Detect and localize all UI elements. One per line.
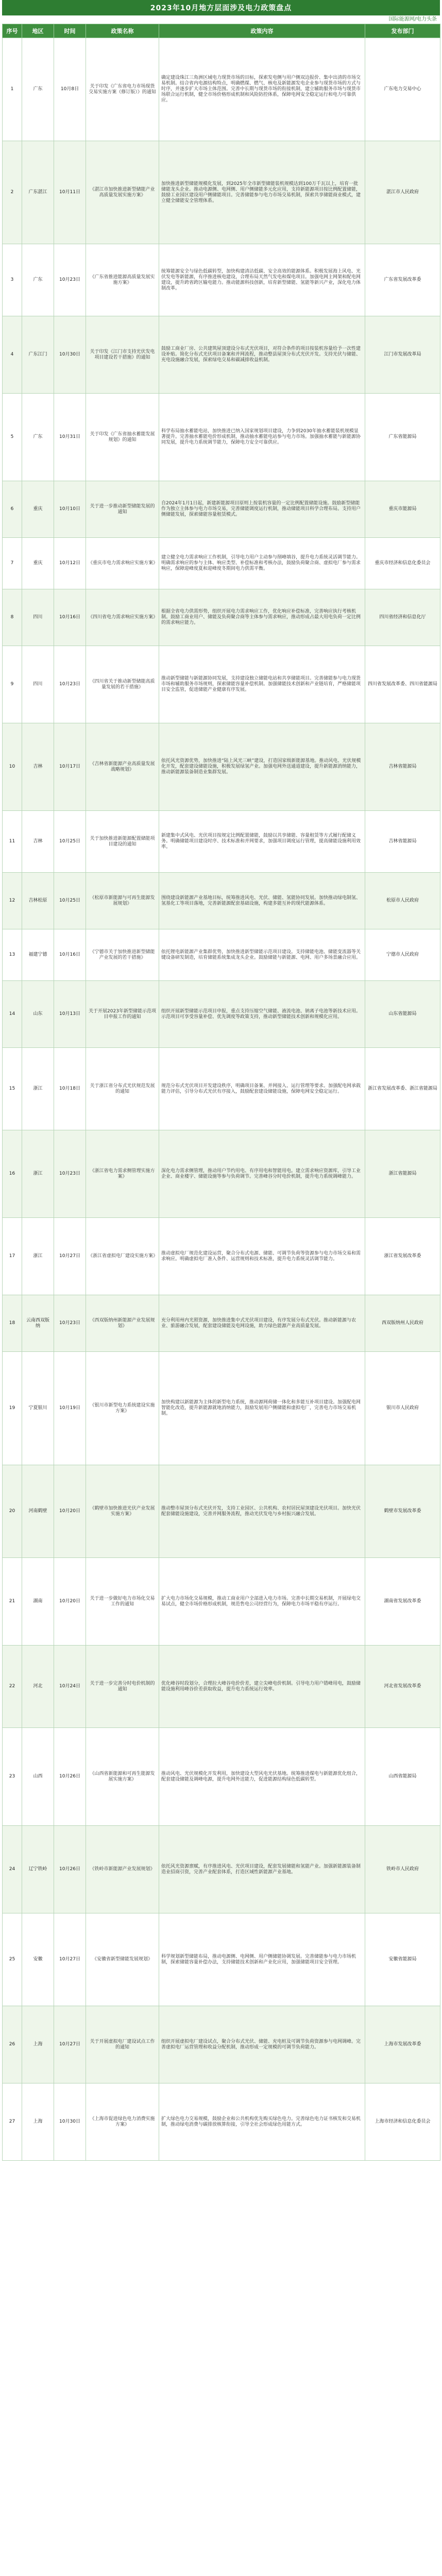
row-dept: 上海市经济和信息化委员会 — [365, 2083, 440, 2161]
row-policy-name: 关于印发《广东省抽水蓄能发展规划》的通知 — [86, 394, 159, 481]
row-region: 浙江 — [22, 1130, 54, 1218]
row-policy-name: 《安徽省新型储能发展规划》 — [86, 1913, 159, 2006]
row-no: 25 — [3, 1913, 22, 2006]
row-policy-content: 根据全省电力供需形势，组织开展电力需求响应工作，优化响应补偿标准，完善响应执行考核机制。鼓励工商业用户、储能及负荷聚合商等主体参与需求响应，推动形成占最大用电负荷一定比例的需求响应能力。 — [159, 589, 365, 646]
row-dept: 广东省发展改革委 — [365, 244, 440, 316]
row-region: 广东 — [22, 244, 54, 316]
row-region: 上海 — [22, 2006, 54, 2083]
row-region: 广东 — [22, 394, 54, 481]
row-dept: 江门市发展改革局 — [365, 316, 440, 394]
table-row — [3, 1826, 440, 1913]
table-row — [3, 1465, 440, 1558]
row-no: 18 — [3, 1295, 22, 1352]
row-time: 10月23日 — [54, 1295, 86, 1352]
row-no: 15 — [3, 1048, 22, 1130]
table-row — [3, 244, 440, 316]
row-no: 21 — [3, 1558, 22, 1646]
row-dept: 山东省能源局 — [365, 981, 440, 1048]
row-dept: 山西省能源局 — [365, 1728, 440, 1826]
row-time: 10月17日 — [54, 723, 86, 811]
table-row — [3, 394, 440, 481]
row-policy-name: 关于开展2023年新型储能示范项目申报工作的通知 — [86, 981, 159, 1048]
row-time: 10月19日 — [54, 1352, 86, 1465]
row-no: 3 — [3, 244, 22, 316]
row-time: 10月18日 — [54, 1048, 86, 1130]
row-policy-name: 《西双版纳州新能源产业发展规划》 — [86, 1295, 159, 1352]
row-dept: 松原市人民政府 — [365, 873, 440, 929]
table-row — [3, 873, 440, 929]
page-title: 2023年10月地方层面涉及电力政策盘点 — [2, 0, 440, 15]
table-row — [3, 316, 440, 394]
row-policy-content: 加快推进新型储能规模化发展，到2025年全市新型储能装机规模达到100万千瓦以上，培育一批储能龙头企业。推动电源侧、电网侧、用户侧储能多元化应用，支持新能源项目按比例配置储能，鼓励工业园区建设用户侧储能项目。完善储能参与电力市场交易机制，探索共享储能商业模式，建立健全储能安全管理体系。 — [159, 141, 365, 244]
header-no: 序号 — [3, 24, 22, 38]
row-no: 4 — [3, 316, 22, 394]
row-time: 10月10日 — [54, 481, 86, 538]
row-time: 10月20日 — [54, 1558, 86, 1646]
row-time: 10月23日 — [54, 646, 86, 723]
row-policy-name: 《浙江省电力需求侧管理实施方案》 — [86, 1130, 159, 1218]
row-dept: 浙江省发展改革委 — [365, 1218, 440, 1295]
row-policy-name: 《四川省关于推动新型储能高质量发展的若干措施》 — [86, 646, 159, 723]
row-dept: 西双版纳州人民政府 — [365, 1295, 440, 1352]
table-row — [3, 1295, 440, 1352]
row-region: 山东 — [22, 981, 54, 1048]
row-policy-content: 依托锂电新能源产业集群优势，加快推进新型储能示范项目建设。支持储能电池、储能变流器等关键设备研发制造，培育储能系统集成龙头企业。鼓励储能与新能源、电网、用户多场景融合应用。 — [159, 929, 365, 981]
row-policy-name: 关于印发《江门市支持光伏发电项目建设若干措施》的通知 — [86, 316, 159, 394]
table-row — [3, 811, 440, 873]
row-dept: 湛江市人民政府 — [365, 141, 440, 244]
row-no: 16 — [3, 1130, 22, 1218]
row-policy-content: 围绕建设新能源产业基地目标，统筹推进风电、光伏、储能、氢能协同发展。加快推动绿电制氢、氢基化工等项目落地，完善新能源配套基础设施，构建多能互补的现代能源体系。 — [159, 873, 365, 929]
row-policy-name: 《宁德市关于加快推进新型储能产业发展的若干措施》 — [86, 929, 159, 981]
row-policy-name: 《鹤壁市加快推进光伏产业发展实施方案》 — [86, 1465, 159, 1558]
row-policy-name: 关于印发《广东省电力市场现货交易实施方案（修订版）》的通知 — [86, 38, 159, 141]
row-dept: 铁岭市人民政府 — [365, 1826, 440, 1913]
row-no: 22 — [3, 1646, 22, 1728]
row-time: 10月16日 — [54, 929, 86, 981]
row-dept: 浙江省能源局 — [365, 1130, 440, 1218]
row-no: 5 — [3, 394, 22, 481]
row-region: 福建宁德 — [22, 929, 54, 981]
row-dept: 鹤壁市发展改革委 — [365, 1465, 440, 1558]
row-policy-name: 《上海市促进绿色电力消费实施方案》 — [86, 2083, 159, 2161]
row-policy-content: 科学布局抽水蓄能电站，加快推进已纳入国家规划项目建设，力争到2030年抽水蓄能装机规模显著提升。完善抽水蓄能电价形成机制，推动抽水蓄能电站参与电力市场。加强抽水蓄能与新能源协同发展，提升电力系统调节能力，保障电力安全可靠供应。 — [159, 394, 365, 481]
row-policy-content: 统筹能源安全与绿色低碳转型，加快构建清洁低碳、安全高效的能源体系。积极发展海上风电、光伏发电等新能源，有序推进核电建设，合理布局天然气发电和煤电项目。加强电网主网架和配电网建设，提升跨省跨区输电能力。推动能源科技创新，培育新型储能、氢能等新兴产业，深化电力体制改革。 — [159, 244, 365, 316]
row-policy-content: 推动新型储能与新能源协同发展，支持建设独立储能电站和共享储能项目。完善储能参与电力现货市场和辅助服务市场规则，探索储能容量补偿机制。加强储能技术创新和产业链培育，严格储能项目安全监管，促进储能产业健康有序发展。 — [159, 646, 365, 723]
row-dept: 重庆市经济和信息化委员会 — [365, 538, 440, 589]
row-region: 吉林 — [22, 723, 54, 811]
row-time: 10月25日 — [54, 811, 86, 873]
row-policy-content: 组织开展虚拟电厂建设试点，聚合分布式光伏、储能、充电桩及可调节负荷资源参与电网调峰。完善虚拟电厂运营管理和收益分配机制，推动形成一定规模的可调节负荷能力。 — [159, 2006, 365, 2083]
table-row — [3, 1130, 440, 1218]
row-dept: 重庆市能源局 — [365, 481, 440, 538]
table-row — [3, 1218, 440, 1295]
row-policy-content: 依托风光资源禀赋，有序推进风电、光伏项目建设，配套发展储能和氢能产业。加强新能源装备制造业招商引资，完善产业配套体系，打造区域性新能源产业基地。 — [159, 1826, 365, 1913]
table-row — [3, 1558, 440, 1646]
row-region: 广东江门 — [22, 316, 54, 394]
row-region: 上海 — [22, 2083, 54, 2161]
row-policy-name: 《湛江市加快推进新型储能产业高质量发展实施方案》 — [86, 141, 159, 244]
row-policy-content: 深化电力需求侧管理，推动用户节约用电、有序用电和智能用电。建立需求响应资源库，引导工业企业、商业楼宇、储能设施等参与负荷调节。完善峰谷分时电价机制，提升电力系统调峰能力。 — [159, 1130, 365, 1218]
table-row — [3, 538, 440, 589]
row-dept: 广东省能源局 — [365, 394, 440, 481]
row-policy-content: 依托风光资源优势，加快推进“陆上风光三峡”建设，打造国家级新能源基地。推动风电、光伏规模化开发，配套建设储能设施，积极发展绿氢产业。加强电网外送通道建设，提升新能源消纳能力，推动新能源装备制造业集群发展。 — [159, 723, 365, 811]
row-dept: 四川省经济和信息化厅 — [365, 589, 440, 646]
table-row — [3, 2083, 440, 2161]
row-time: 10月27日 — [54, 2006, 86, 2083]
row-dept: 银川市人民政府 — [365, 1352, 440, 1465]
row-dept: 上海市发展改革委 — [365, 2006, 440, 2083]
row-policy-content: 扩大绿色电力交易规模，鼓励企业和公共机构优先购买绿色电力。完善绿色电力证书核发和交易机制，推动绿电消费与碳排放核算衔接，引导全社会形成绿色用能方式。 — [159, 2083, 365, 2161]
row-policy-content: 鼓励工商业厂房、公共建筑屋顶建设分布式光伏项目，对符合条件的项目按装机容量给予一次性建设补贴。简化分布式光伏项目备案和并网流程，推动整县屋顶分布式光伏开发。支持光伏与储能、充电设施融合发展，探索绿电交易和碳减排收益机制。 — [159, 316, 365, 394]
row-time: 10月25日 — [54, 873, 86, 929]
row-time: 10月12日 — [54, 538, 86, 589]
row-time: 10月27日 — [54, 1218, 86, 1295]
row-policy-content: 组织开展新型储能示范项目申报，重点支持压缩空气储能、液流电池、钠离子电池等新技术应用。示范项目可享受容量补偿、优先调度等政策支持，推动新型储能技术创新和规模化应用。 — [159, 981, 365, 1048]
row-region: 山西 — [22, 1728, 54, 1826]
row-policy-name: 关于开展虚拟电厂建设试点工作的通知 — [86, 2006, 159, 2083]
row-no: 23 — [3, 1728, 22, 1826]
row-policy-name: 《银川市新型电力系统建设实施方案》 — [86, 1352, 159, 1465]
row-region: 广东湛江 — [22, 141, 54, 244]
row-policy-name: 《山西省新能源和可再生能源发展实施方案》 — [86, 1728, 159, 1826]
row-no: 24 — [3, 1826, 22, 1913]
row-policy-name: 《浙江省虚拟电厂建设实施方案》 — [86, 1218, 159, 1295]
table-row — [3, 1352, 440, 1465]
row-region: 宁夏银川 — [22, 1352, 54, 1465]
table-row — [3, 1913, 440, 2006]
row-no: 12 — [3, 873, 22, 929]
table-header-row — [3, 24, 440, 38]
row-policy-name: 《松原市新能源与可再生能源发展规划》 — [86, 873, 159, 929]
table-body — [3, 38, 440, 2161]
row-policy-content: 建立健全电力需求响应工作机制，引导电力用户主动参与削峰填谷，提升电力系统灵活调节能力。明确需求响应的参与主体、响应类型、补偿标准和考核办法，鼓励负荷聚合商、虚拟电厂参与需求响应，保障迎峰度夏和迎峰度冬期间电力供需平衡。 — [159, 538, 365, 589]
row-policy-content: 确定建设珠江三角洲区域电力现货市场的目标，探索发电侧与用户侧双边报价、集中出清的市场交易机制。结合省内电源结构特点，明确燃煤、燃气、核电及新能源发电企业参与现货市场的方式与时序，并逐步扩大市场主体范围。完善中长期与现货市场的衔接机制，建立辅助服务市场与现货市场联合运行机制，健全市场价格形成机制和风险防控体系，保障电网安全稳定运行和电力可靠供应。 — [159, 38, 365, 141]
row-no: 8 — [3, 589, 22, 646]
row-policy-name: 《铁岭市新能源产业发展规划》 — [86, 1826, 159, 1913]
table-row — [3, 141, 440, 244]
row-time: 10月20日 — [54, 1465, 86, 1558]
row-no: 27 — [3, 2083, 22, 2161]
row-policy-name: 关于进一步做好电力市场化交易工作的通知 — [86, 1558, 159, 1646]
row-time: 10月26日 — [54, 1728, 86, 1826]
row-no: 17 — [3, 1218, 22, 1295]
row-dept: 浙江省发展改革委、浙江省能源局 — [365, 1048, 440, 1130]
row-region: 安徽 — [22, 1913, 54, 2006]
table-row — [3, 1728, 440, 1826]
row-policy-name: 关于进一步完善分时电价机制的通知 — [86, 1646, 159, 1728]
row-time: 10月27日 — [54, 1913, 86, 2006]
row-region: 湖南 — [22, 1558, 54, 1646]
table-row — [3, 1048, 440, 1130]
row-policy-content: 优化峰谷时段划分，合理拉大峰谷电价价差，建立尖峰电价机制。引导电力用户错峰用电，鼓励储能设施利用峰谷价差获取收益，提升电力系统运行效率。 — [159, 1646, 365, 1728]
table-row — [3, 981, 440, 1048]
policy-table — [2, 24, 440, 2161]
row-policy-content: 扩大电力市场化交易规模，推动工商业用户全部进入电力市场。完善中长期交易机制，开展绿电交易试点，健全市场价格形成机制，规范售电公司经营行为，保障电力市场平稳有序运行。 — [159, 1558, 365, 1646]
row-policy-content: 推动虚拟电厂规范化建设运营，聚合分布式电源、储能、可调节负荷等资源参与电力市场交易和需求响应。明确虚拟电厂准入条件、运营规则和技术标准，提升电力系统灵活调节能力。 — [159, 1218, 365, 1295]
row-dept: 广东电力交易中心 — [365, 38, 440, 141]
row-no: 1 — [3, 38, 22, 141]
row-region: 浙江 — [22, 1048, 54, 1130]
header-time: 时间 — [54, 24, 86, 38]
row-region: 吉林松原 — [22, 873, 54, 929]
row-region: 河北 — [22, 1646, 54, 1728]
row-dept: 吉林省能源局 — [365, 811, 440, 873]
row-time: 10月30日 — [54, 2083, 86, 2161]
row-time: 10月26日 — [54, 1826, 86, 1913]
row-region: 吉林 — [22, 811, 54, 873]
row-policy-name: 《四川省电力需求响应实施方案》 — [86, 589, 159, 646]
row-no: 11 — [3, 811, 22, 873]
row-policy-content: 自2024年1月1日起，新建新能源项目原则上按装机容量的一定比例配置储能设施。鼓励新型储能作为独立主体参与电力市场交易，完善储能调度运行机制，推动储能项目科学合理布局。支持用户侧储能发展，探索储能容量租赁模式。 — [159, 481, 365, 538]
header-dept: 发布部门 — [365, 24, 440, 38]
row-time: 10月23日 — [54, 244, 86, 316]
row-no: 14 — [3, 981, 22, 1048]
row-dept: 湖南省发展改革委 — [365, 1558, 440, 1646]
row-time: 10月23日 — [54, 1130, 86, 1218]
row-policy-content: 新建集中式风电、光伏项目按规定比例配置储能，鼓励以共享储能、容量租赁等方式履行配储义务。明确储能项目建设时序、技术标准和并网要求，加强项目调度运行管理，提高储能设施利用效率。 — [159, 811, 365, 873]
row-time: 10月13日 — [54, 981, 86, 1048]
row-time: 10月24日 — [54, 1646, 86, 1728]
row-no: 19 — [3, 1352, 22, 1465]
row-policy-content: 推动风电、光伏规模化开发利用，加快建设大型风电光伏基地。统筹推进煤电与新能源优化组合，配套建设储能及调峰电源，提升电网外送能力，促进能源结构绿色低碳转型。 — [159, 1728, 365, 1826]
table-row — [3, 1646, 440, 1728]
row-policy-content: 科学规划新型储能布局，推动电源侧、电网侧、用户侧储能协调发展。完善储能参与电力市场机制，探索储能容量补偿办法，支持储能技术创新和产业化应用，加强储能项目安全管理。 — [159, 1913, 365, 2006]
row-dept: 四川省发展改革委、四川省能源局 — [365, 646, 440, 723]
row-no: 9 — [3, 646, 22, 723]
row-policy-content: 加快构建以新能源为主体的新型电力系统，推动源网荷储一体化和多能互补项目建设。加强配电网智能化改造，提升新能源就地消纳能力，鼓励发展用户侧储能和虚拟电厂，完善电力市场交易机制。 — [159, 1352, 365, 1465]
row-no: 26 — [3, 2006, 22, 2083]
row-time: 10月11日 — [54, 141, 86, 244]
header-content: 政策内容 — [159, 24, 365, 38]
row-region: 辽宁铁岭 — [22, 1826, 54, 1913]
table-row — [3, 2006, 440, 2083]
row-policy-name: 关于浙江省分布式光伏规范发展的通知 — [86, 1048, 159, 1130]
row-region: 河南鹤壁 — [22, 1465, 54, 1558]
row-no: 13 — [3, 929, 22, 981]
row-dept: 安徽省能源局 — [365, 1913, 440, 2006]
row-no: 20 — [3, 1465, 22, 1558]
row-policy-name: 关于进一步推动新型储能发展的通知 — [86, 481, 159, 538]
row-no: 7 — [3, 538, 22, 589]
row-time: 10月16日 — [54, 589, 86, 646]
row-no: 2 — [3, 141, 22, 244]
row-time: 10月8日 — [54, 38, 86, 141]
table-row — [3, 38, 440, 141]
row-region: 广东 — [22, 38, 54, 141]
row-no: 6 — [3, 481, 22, 538]
row-policy-name: 《吉林省新能源产业高质量发展战略规划》 — [86, 723, 159, 811]
row-policy-name: 关于加快推进新能源配置储能项目建设的通知 — [86, 811, 159, 873]
row-policy-content: 充分利用州内光照资源，加快推进集中式光伏项目建设，有序发展分布式光伏。推动新能源与农业、旅游融合发展，配套建设储能及电网设施，助力绿色能源产业高质量发展。 — [159, 1295, 365, 1352]
header-name: 政策名称 — [86, 24, 159, 38]
source-label: 国际能源网/电力头条 — [388, 16, 437, 22]
row-region: 重庆 — [22, 538, 54, 589]
table-row — [3, 481, 440, 538]
row-region: 四川 — [22, 589, 54, 646]
row-dept: 吉林省能源局 — [365, 723, 440, 811]
row-no: 10 — [3, 723, 22, 811]
row-dept: 宁德市人民政府 — [365, 929, 440, 981]
table-row — [3, 723, 440, 811]
row-dept: 河北省发展改革委 — [365, 1646, 440, 1728]
row-time: 10月30日 — [54, 316, 86, 394]
table-row — [3, 589, 440, 646]
row-time: 10月31日 — [54, 394, 86, 481]
row-region: 云南西双版纳 — [22, 1295, 54, 1352]
row-region: 四川 — [22, 646, 54, 723]
header-region: 地区 — [22, 24, 54, 38]
row-policy-name: 《重庆市电力需求响应实施方案》 — [86, 538, 159, 589]
row-policy-content: 规范分布式光伏项目开发建设秩序，明确项目备案、并网接入、运行管理等要求。加强配电网承载能力评估，引导分布式光伏有序接入，鼓励配套建设储能设施，保障电网安全稳定运行。 — [159, 1048, 365, 1130]
row-region: 浙江 — [22, 1218, 54, 1295]
row-policy-name: 《广东省推进能源高质量发展实施方案》 — [86, 244, 159, 316]
table-row — [3, 646, 440, 723]
row-region: 重庆 — [22, 481, 54, 538]
table-row — [3, 929, 440, 981]
row-policy-content: 推动整市屋顶分布式光伏开发，支持工业园区、公共机构、农村居民屋顶建设光伏项目。加快光伏配套储能设施建设，完善并网服务流程，推动光伏发电与乡村振兴融合发展。 — [159, 1465, 365, 1558]
